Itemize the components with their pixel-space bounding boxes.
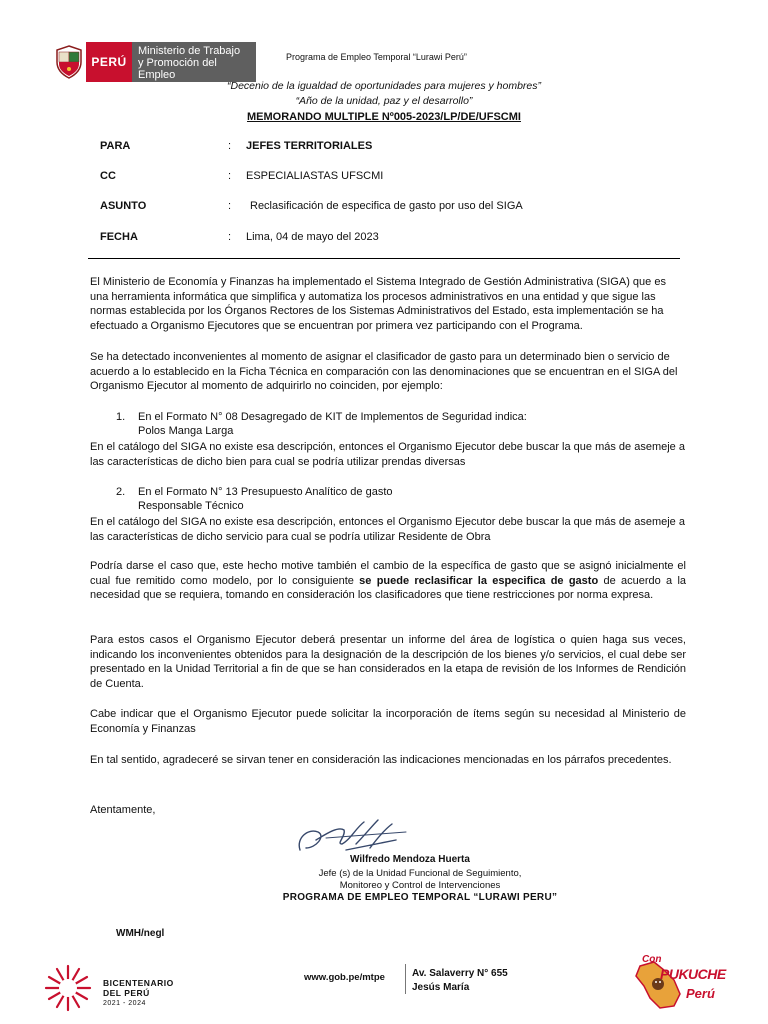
decenio-motto: “Decenio de la igualdad de oportunidades para mujeres y hombres” xyxy=(226,80,542,92)
closing: Atentamente, xyxy=(90,804,156,816)
paragraph-3 xyxy=(90,559,686,603)
signer-role-line-2: Monitoreo y Control de Intervenciones xyxy=(339,880,501,891)
list-item-2-text: En el Formato N° 13 Presupuesto Analítico de gasto xyxy=(138,486,393,498)
list-item-1-number: 1. xyxy=(116,411,126,423)
field-colon: : xyxy=(228,170,232,182)
field-colon: : xyxy=(228,140,232,152)
peru-brand: PERÚ xyxy=(86,42,132,82)
list-item-1-note: En el catálogo del SIGA no existe esa descripción, entonces el Organismo Ejecutor debe buscar la que más de asemeje a las características de dicho bien para cual se podría utilizar prendas diversas xyxy=(90,441,685,468)
field-label: CC xyxy=(100,170,116,182)
ministry-line-1: Ministerio de Trabajo xyxy=(138,45,241,57)
peru-shield-icon xyxy=(52,42,86,82)
memo-title: MEMORANDO MULTIPLE Nº005-2023/LP/DE/UFSCMI xyxy=(247,111,521,123)
bicentenario-line-1: BICENTENARIO xyxy=(103,978,174,988)
ministry-logo xyxy=(52,42,256,82)
list-item-2-number: 2. xyxy=(116,486,126,498)
field-colon: : xyxy=(228,231,232,243)
signer-role-line-1: Jefe (s) de la Unidad Funcional de Seguimiento, xyxy=(318,868,522,879)
list-item-1-sub: Polos Manga Larga xyxy=(138,425,234,437)
header-divider xyxy=(88,258,680,259)
paragraph-3-part-b: de acuerdo a la necesidad que se requiera, tomando en consideración los clasificadores que tiene restricciones por norma expresa. xyxy=(90,574,687,601)
field-label: ASUNTO xyxy=(100,200,147,212)
program-title: Programa de Empleo Temporal “Lurawi Perú” xyxy=(286,52,467,62)
signer-name: Wilfredo Mendoza Huerta xyxy=(350,854,470,865)
bicentenario-text xyxy=(103,978,174,998)
field-value: Lima, 04 de mayo del 2023 xyxy=(246,231,379,243)
handwritten-signature xyxy=(286,814,416,858)
paragraph-5: Cabe indicar que el Organismo Ejecutor puede solicitar la incorporación de ítems según su necesidad al Ministerio de Economía y Finanzas xyxy=(90,708,686,735)
bicentenario-years: 2021 - 2024 xyxy=(103,1000,146,1007)
list-item-2-sub: Responsable Técnico xyxy=(138,500,244,512)
pukuche-peru: Perú xyxy=(686,986,715,1001)
field-value: JEFES TERRITORIALES xyxy=(246,140,373,152)
footer-divider xyxy=(405,964,406,994)
signer-program: PROGRAMA DE EMPLEO TEMPORAL “LURAWI PERU” xyxy=(282,892,558,903)
footer-address-line-1: Av. Salaverry N° 655 xyxy=(412,968,508,979)
paragraph-3-part-a: Podría darse el caso que, este hecho motive también el cambio de la específica de gasto que se asignó inicialmente el cual fue remitido como modelo, por lo consiguiente xyxy=(90,560,686,587)
list-item-1-text: En el Formato N° 08 Desagregado de KIT de Implementos de Seguridad indica: xyxy=(138,411,527,423)
field-colon: : xyxy=(228,200,232,212)
pukuche-con: Con xyxy=(642,954,662,965)
ministry-line-2: y Promoción del Empleo xyxy=(138,57,217,81)
paragraph-2: Se ha detectado inconvenientes al momento de asignar el clasificador de gasto para un determinado bien o servicio de acuerdo a lo establecido en la Ficha Técnica en comparación con las denominaciones que se encuentran en el SIGA del Organismo Ejecutor al momento de adquirirlo no coinciden, por ejemplo: xyxy=(90,351,678,392)
footer-address-line-2: Jesús María xyxy=(412,982,470,993)
field-label: PARA xyxy=(100,140,131,152)
field-value: Reclasificación de especifica de gasto por uso del SIGA xyxy=(250,200,523,212)
pukuche-word: PUKUCHE xyxy=(660,966,726,982)
reference-initials: WMH/negl xyxy=(116,928,165,939)
paragraph-1: El Ministerio de Economía y Finanzas ha implementado el Sistema Integrado de Gestión Administrativa (SIGA) que es una herramienta informática que simplifica y automatiza los procesos administrativos en una entidad y que sigue las normas establecida por los Órganos Rectores de los Sistemas Administrativos del Estado, esta implementación se ha efectuado a Organismo Ejecutores que se encuentran por primera vez participando con el Programa. xyxy=(90,276,666,332)
field-value: ESPECIALIASTAS UFSCMI xyxy=(246,170,384,182)
paragraph-4: Para estos casos el Organismo Ejecutor deberá presentar un informe del área de logística o quien haga sus veces, indicando los inconvenientes obtenidos para la designación de la descripción de los bienes y/o servicios, el cual debe ser presentado en la Unidad Territorial a fin de que se han considerados en la etapa de revisión de los Informes de Rendición de Cuenta. xyxy=(90,634,686,690)
bicentenario-sun-icon xyxy=(40,964,96,1012)
field-label: FECHA xyxy=(100,231,138,243)
paragraph-3-bold: se puede reclasificar la especifica de gasto xyxy=(359,574,599,587)
ministry-name xyxy=(132,42,256,82)
bicentenario-line-2: DEL PERÚ xyxy=(103,988,150,998)
paragraph-6: En tal sentido, agradeceré se sirvan tener en consideración las indicaciones mencionadas en los párrafos precedentes. xyxy=(90,754,672,766)
year-motto: “Año de la unidad, paz y el desarrollo” xyxy=(295,95,473,107)
footer-url: www.gob.pe/mtpe xyxy=(304,972,385,983)
list-item-2-note: En el catálogo del SIGA no existe esa descripción, entonces el Organismo Ejecutor debe buscar la que más de asemeje a las características de dicho servicio para cual se podría utilizar Residente de Obra xyxy=(90,516,685,543)
